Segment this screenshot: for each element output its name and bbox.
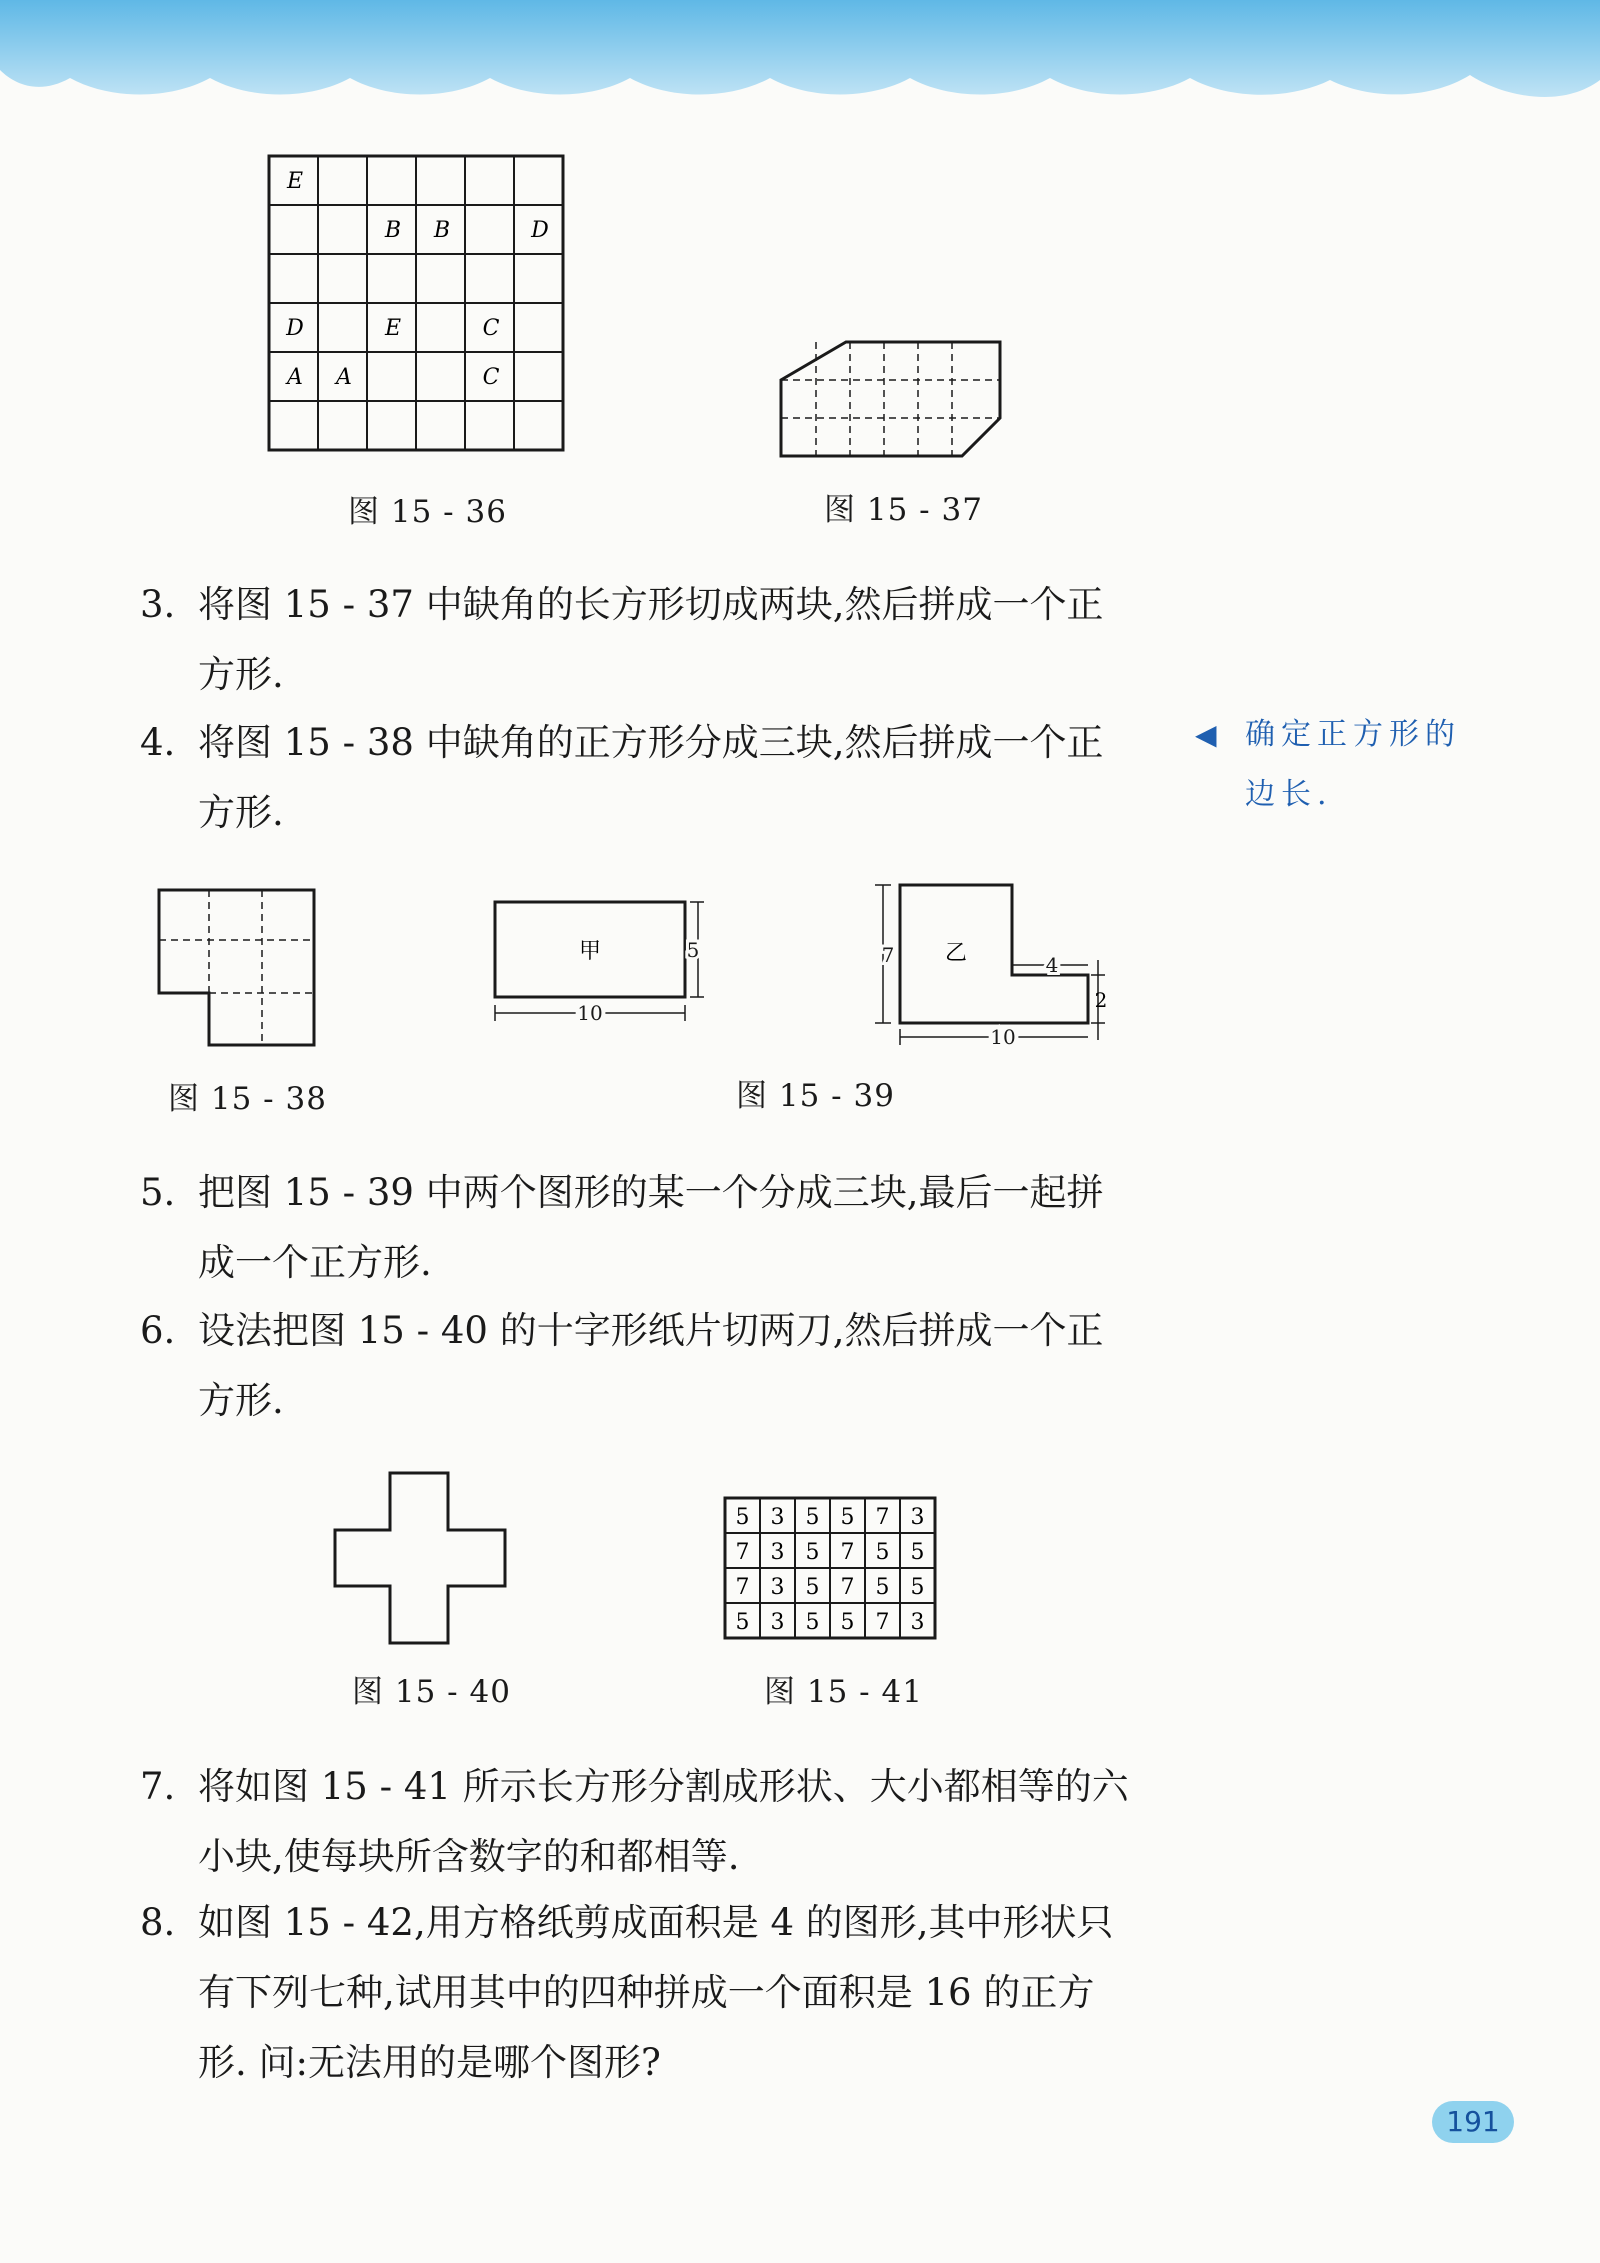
problem-text-line: 方形. [198, 791, 284, 834]
problem-4 [140, 708, 1160, 848]
problem-text-line: 设法把图 15 - 40 的十字形纸片切两刀,然后拼成一个正 [198, 1309, 1104, 1352]
problem-number: 6. [140, 1309, 176, 1352]
triangle-left-icon: ◀ [1195, 718, 1223, 751]
grid-cell-number: 7 [735, 1575, 750, 1600]
grid-cell-letter: E [286, 169, 304, 194]
grid-cell-letter: E [384, 316, 402, 341]
shape-label-jia: 甲 [578, 939, 602, 964]
dimension-label: 4 [1045, 953, 1059, 977]
problem-number: 8. [140, 1901, 176, 1944]
problem-text-line: 如图 15 - 42,用方格纸剪成面积是 4 的图形,其中形状只 [198, 1901, 1114, 1944]
grid-cell-number: 3 [770, 1575, 785, 1600]
grid-cell-number: 3 [770, 1610, 785, 1635]
problem-number: 5. [140, 1171, 176, 1214]
problem-text-line: 形. 问:无法用的是哪个图形? [198, 2041, 661, 2084]
problem-number: 3. [140, 583, 176, 626]
problem-text-line: 小块,使每块所含数字的和都相等. [198, 1835, 740, 1878]
figure-15-37 [776, 336, 1006, 462]
grid-cell-number: 5 [735, 1505, 750, 1530]
grid-cell-number: 5 [805, 1610, 820, 1635]
problem-text-line: 成一个正方形. [198, 1241, 432, 1284]
margin-note-line: 边长. [1245, 777, 1333, 812]
grid-cell-number: 5 [735, 1610, 750, 1635]
figure-15-36 [266, 153, 566, 459]
grid-cell-number: 5 [805, 1505, 820, 1530]
grid-cell-number: 7 [840, 1540, 855, 1565]
grid-cell-number: 5 [910, 1540, 925, 1565]
figure-15-41 [722, 1495, 942, 1645]
cloud-banner [0, 0, 1600, 140]
grid-cell-number: 5 [840, 1610, 855, 1635]
problem-text-line: 有下列七种,试用其中的四种拼成一个面积是 16 的正方 [198, 1971, 1095, 2014]
grid-cell-letter: C [482, 365, 500, 390]
grid-cell-number: 7 [735, 1540, 750, 1565]
grid-cell-number: 5 [805, 1575, 820, 1600]
problem-7 [140, 1752, 1160, 1892]
grid-cell-number: 7 [875, 1505, 890, 1530]
dimension-label: 7 [881, 943, 895, 967]
margin-note [1195, 705, 1461, 825]
margin-note-line: 确定正方形的 [1245, 717, 1461, 752]
figure-caption: 图 15 - 41 [764, 1674, 923, 1710]
grid-cell-number: 3 [910, 1505, 925, 1530]
shape-label-yi: 乙 [944, 941, 968, 966]
problem-text-line: 方形. [198, 653, 284, 696]
problem-8 [140, 1888, 1160, 2098]
problem-text-line: 将如图 15 - 41 所示长方形分割成形状、大小都相等的六 [198, 1765, 1129, 1808]
dimension-label: 2 [1094, 988, 1108, 1012]
dimension-label: 5 [686, 938, 700, 962]
grid-cell-number: 5 [875, 1540, 890, 1565]
grid-cell-letter: C [482, 316, 500, 341]
grid-cell-letter: B [384, 218, 402, 243]
figure-caption: 图 15 - 36 [348, 494, 507, 530]
problem-text-line: 将图 15 - 38 中缺角的正方形分成三块,然后拼成一个正 [198, 721, 1104, 764]
grid-cell-letter: B [433, 218, 451, 243]
grid-cell-number: 3 [770, 1540, 785, 1565]
figure-15-39 [490, 880, 1130, 1060]
grid-cell-letter: D [286, 316, 304, 341]
grid-cell-number: 3 [770, 1505, 785, 1530]
problem-text-line: 方形. [198, 1379, 284, 1422]
grid-cell-number: 5 [805, 1540, 820, 1565]
figure-15-40 [330, 1468, 510, 1648]
problem-text-line: 把图 15 - 39 中两个图形的某一个分成三块,最后一起拼 [198, 1171, 1104, 1214]
grid-cell-number: 5 [840, 1505, 855, 1530]
problem-6 [140, 1296, 1160, 1436]
figure-15-38 [154, 885, 320, 1051]
grid-cell-letter: A [287, 365, 303, 390]
grid-cell-number: 3 [910, 1610, 925, 1635]
grid-cell-letter: A [336, 365, 352, 390]
figure-caption: 图 15 - 39 [736, 1078, 895, 1114]
page-number: 191 [1432, 2101, 1514, 2143]
dimension-label: 10 [990, 1025, 1016, 1049]
grid-cell-number: 5 [910, 1575, 925, 1600]
problem-5 [140, 1158, 1160, 1298]
grid-cell-number: 5 [875, 1575, 890, 1600]
figure-caption: 图 15 - 40 [352, 1674, 511, 1710]
problem-number: 7. [140, 1765, 176, 1808]
grid-cell-number: 7 [840, 1575, 855, 1600]
grid-cell-letter: D [531, 218, 549, 243]
figure-caption: 图 15 - 37 [824, 492, 983, 528]
grid-cell-number: 7 [875, 1610, 890, 1635]
figure-caption: 图 15 - 38 [168, 1081, 327, 1117]
problem-text-line: 将图 15 - 37 中缺角的长方形切成两块,然后拼成一个正 [198, 583, 1104, 626]
problem-3 [140, 570, 1160, 710]
problem-number: 4. [140, 721, 176, 764]
dimension-label: 10 [577, 1001, 603, 1025]
